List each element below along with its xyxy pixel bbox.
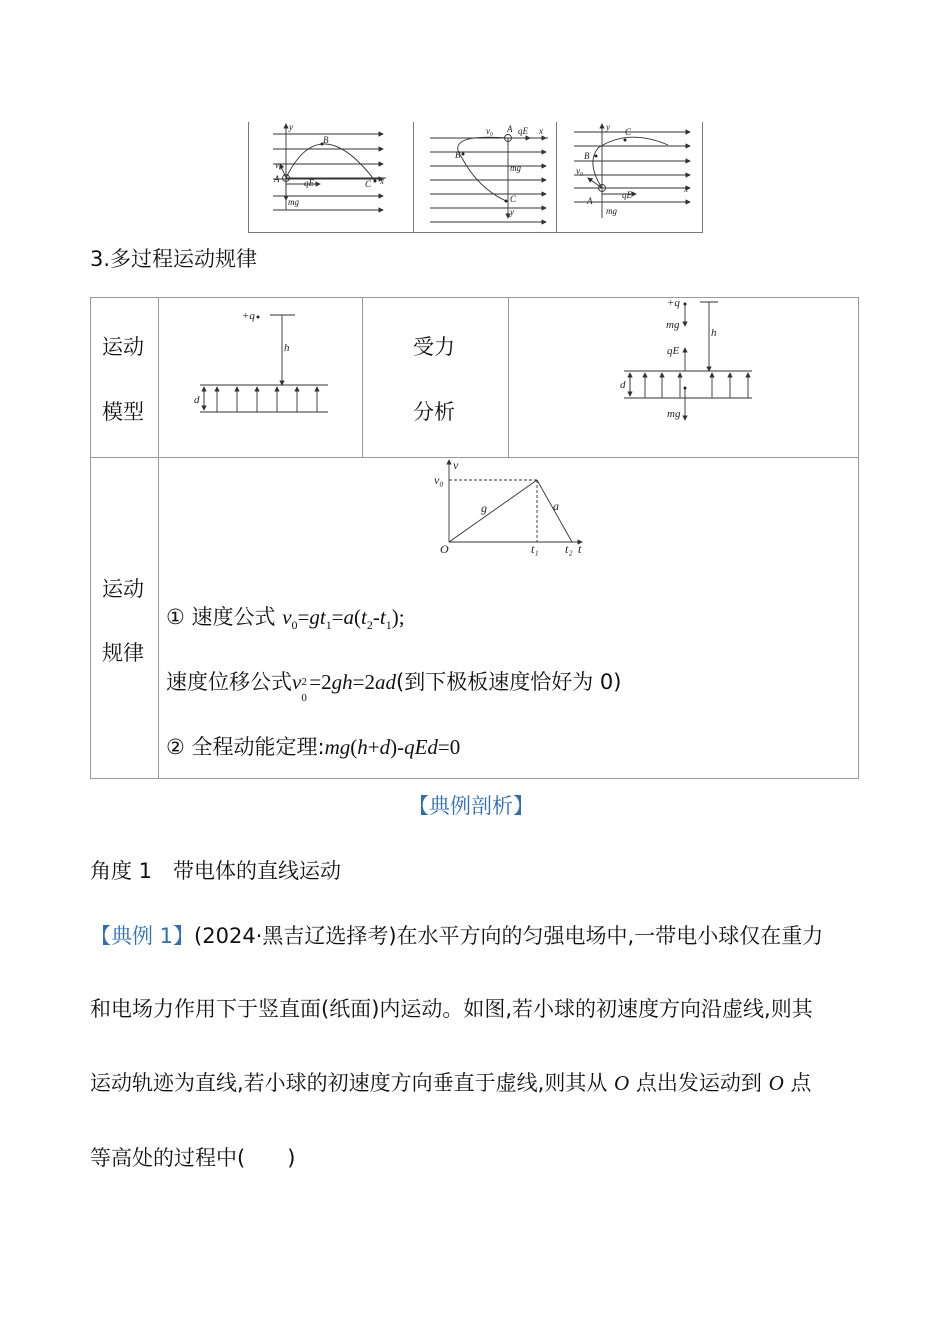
label-x: x bbox=[380, 176, 384, 186]
formula-velocity: ① 速度公式 $v_0=gt_1=a(t_2-t_1)$; bbox=[166, 605, 405, 633]
formula-kinetic-energy-theorem: ② 全程动能定理:mg(h+d)-qEd=0 bbox=[166, 735, 461, 759]
example-heading: 【典例剖析】 bbox=[408, 794, 534, 818]
figure-parabola-up-labels bbox=[273, 122, 384, 207]
label-y: y bbox=[510, 207, 514, 217]
force-label-line1: 受力 bbox=[413, 335, 455, 359]
label-v0: v₀ bbox=[434, 473, 444, 487]
example-line-4: 等高处的过程中( ) bbox=[90, 1146, 296, 1170]
table-vline bbox=[158, 297, 159, 779]
label-v0: v₀ bbox=[576, 166, 584, 176]
label-t: t bbox=[578, 542, 582, 556]
label-h: h bbox=[284, 342, 290, 354]
force-analysis-figure bbox=[612, 296, 762, 426]
row1-label-line2: 模型 bbox=[102, 400, 144, 424]
label-d: d bbox=[194, 394, 200, 406]
label-A: A bbox=[587, 196, 593, 206]
label-B: B bbox=[455, 150, 461, 160]
label-y: y bbox=[606, 122, 610, 132]
force-label-line2: 分析 bbox=[413, 400, 455, 424]
label-x: x bbox=[684, 184, 688, 194]
label-mg: mg bbox=[288, 197, 299, 207]
label-qE: qE bbox=[667, 345, 680, 357]
label-qE: qE bbox=[304, 178, 314, 188]
label-t1: t₁ bbox=[531, 542, 539, 556]
label-q: +q bbox=[667, 297, 680, 309]
label-C: C bbox=[625, 127, 632, 137]
label-g: g bbox=[481, 501, 487, 515]
example-line-1: 【典例 1】(2024·黑吉辽选择考)在水平方向的匀强电场中,一带电小球仅在重力 bbox=[90, 924, 824, 948]
label-v: v bbox=[453, 458, 459, 472]
formula-velocity-displacement: 速度位移公式v 2 0 =2gh=2ad(到下极板速度恰好为 0) bbox=[166, 670, 622, 704]
motion-model-figure bbox=[190, 305, 340, 425]
table-vline bbox=[362, 297, 363, 457]
label-mg: mg bbox=[510, 163, 521, 173]
row2-label-line2: 规律 bbox=[102, 641, 144, 665]
row1-label-line1: 运动 bbox=[102, 335, 144, 359]
label-qE: qE bbox=[622, 190, 632, 200]
label-mg: mg bbox=[606, 206, 617, 216]
label-v0: v₀ bbox=[275, 160, 283, 170]
example-line-3: 运动轨迹为直线,若小球的初速度方向垂直于虚线,则其从 O 点出发运动到 O 点 bbox=[90, 1071, 812, 1095]
section-heading: 3.多过程运动规律 bbox=[90, 247, 258, 271]
label-q: +q bbox=[242, 310, 255, 322]
label-C: C bbox=[365, 179, 372, 189]
example-tag: 【典例 1】 bbox=[90, 924, 195, 948]
label-x: x bbox=[539, 126, 543, 136]
table-vline bbox=[508, 297, 509, 457]
label-mg-top: mg bbox=[666, 319, 680, 331]
velocity-time-graph bbox=[432, 456, 592, 560]
angle-title: 角度 1 带电体的直线运动 bbox=[90, 859, 342, 883]
row2-label-line1: 运动 bbox=[102, 577, 144, 601]
figure-parabola-left bbox=[430, 135, 548, 223]
label-v0: v₀ bbox=[486, 126, 494, 136]
label-A: A bbox=[507, 124, 513, 134]
label-d: d bbox=[620, 379, 626, 391]
example-line-2: 和电场力作用下于竖直面(纸面)内运动。如图,若小球的初速度方向沿虚线,则其 bbox=[90, 997, 813, 1021]
label-O: O bbox=[440, 542, 449, 556]
label-h: h bbox=[711, 327, 717, 339]
label-C: C bbox=[510, 194, 517, 204]
label-B: B bbox=[323, 135, 329, 145]
label-mg-bottom: mg bbox=[667, 408, 681, 420]
top-figures-svg bbox=[248, 118, 702, 234]
label-a: a bbox=[553, 499, 559, 513]
label-A: A bbox=[274, 174, 280, 184]
label-B: B bbox=[584, 151, 590, 161]
label-y: y bbox=[289, 122, 293, 132]
label-qE: qE bbox=[518, 126, 528, 136]
label-t2: t₂ bbox=[565, 542, 573, 556]
